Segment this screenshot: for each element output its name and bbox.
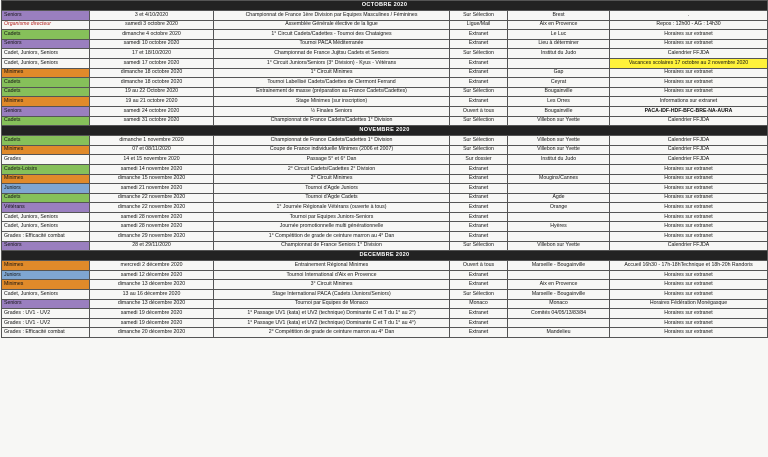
place-cell: Mandelieu bbox=[508, 328, 610, 338]
event-cell: Assemblée Générale élective de la ligue bbox=[214, 20, 450, 30]
table-row bbox=[2, 232, 768, 242]
event-cell: Stage Minimes (sur inscription) bbox=[214, 97, 450, 107]
date-cell: 19 au 22 Octobre 2020 bbox=[90, 87, 214, 97]
place-cell: Agde bbox=[508, 193, 610, 203]
place-cell: Villebon sur Yvette bbox=[508, 116, 610, 126]
table-row bbox=[2, 328, 768, 338]
date-cell: samedi 28 novembre 2020 bbox=[90, 222, 214, 232]
date-cell: samedi 31 octobre 2020 bbox=[90, 116, 214, 126]
category-cell: Minimes bbox=[2, 261, 90, 271]
status-cell: Extranet bbox=[450, 174, 508, 184]
table-row bbox=[2, 87, 768, 97]
info-cell: Calendrier FFJDA bbox=[610, 116, 768, 126]
table-row bbox=[2, 270, 768, 280]
info-cell: Horaires sur extranet bbox=[610, 184, 768, 194]
status-cell: Extranet bbox=[450, 270, 508, 280]
date-cell: dimanche 20 décembre 2020 bbox=[90, 328, 214, 338]
event-cell: 1° Passage UV1 (kata) et UV2 (technique) Dominante C et T du 1° au 2°) bbox=[214, 309, 450, 319]
info-cell: Vacances scolaires 17 octobre au 2 novembre 2020 bbox=[610, 58, 768, 68]
category-cell: Juniors bbox=[2, 270, 90, 280]
place-cell bbox=[508, 212, 610, 222]
category-cell: Seniors bbox=[2, 241, 90, 251]
place-cell: Marseille - Bougainville bbox=[508, 261, 610, 271]
place-cell bbox=[508, 232, 610, 242]
category-cell: Minimes bbox=[2, 280, 90, 290]
table-row bbox=[2, 97, 768, 107]
info-cell: Calendrier FFJDA bbox=[610, 241, 768, 251]
category-cell: Cadets bbox=[2, 30, 90, 40]
status-cell: Sur Sélection bbox=[450, 87, 508, 97]
info-cell: Horaires sur extranet bbox=[610, 280, 768, 290]
status-cell: Extranet bbox=[450, 164, 508, 174]
category-cell: Cadet, Juniors, Seniors bbox=[2, 290, 90, 300]
place-cell bbox=[508, 58, 610, 68]
status-cell: Extranet bbox=[450, 184, 508, 194]
status-cell: Extranet bbox=[450, 78, 508, 88]
info-cell: Horaires sur extranet bbox=[610, 328, 768, 338]
info-cell: Horaires sur extranet bbox=[610, 222, 768, 232]
info-cell: . bbox=[610, 11, 768, 21]
event-cell: 2° Compétition de grade de ceinture marron au 4° Dan bbox=[214, 328, 450, 338]
event-cell: Championnat de France 1ère Division par Equipes Masculines / Féminines bbox=[214, 11, 450, 21]
event-cell: Tournoi International d'Aix en Provence bbox=[214, 270, 450, 280]
date-cell: dimanche 29 novembre 2020 bbox=[90, 232, 214, 242]
table-row bbox=[2, 222, 768, 232]
info-cell: Horaires sur extranet bbox=[610, 270, 768, 280]
event-cell: Entrainement Régional Minimes bbox=[214, 261, 450, 271]
status-cell: Extranet bbox=[450, 30, 508, 40]
event-cell: Tournoi Labellisé Cadets/Cadettes de Clermont Ferrand bbox=[214, 78, 450, 88]
place-cell: Villebon sur Yvette bbox=[508, 136, 610, 146]
date-cell: mercredi 2 décembre 2020 bbox=[90, 261, 214, 271]
category-cell: Cadet, Juniors, Seniors bbox=[2, 58, 90, 68]
date-cell: dimanche 22 novembre 2020 bbox=[90, 203, 214, 213]
date-cell: dimanche 13 décembre 2020 bbox=[90, 280, 214, 290]
place-cell bbox=[508, 164, 610, 174]
table-row bbox=[2, 116, 768, 126]
status-cell: Sur dossier bbox=[450, 155, 508, 165]
event-cell: 2° Circuit Minimes bbox=[214, 174, 450, 184]
info-cell: Informations sur extranet bbox=[610, 97, 768, 107]
place-cell: Villebon sur Yvette bbox=[508, 241, 610, 251]
event-cell: 1° Compétition de grade de ceinture marron au 4° Dan bbox=[214, 232, 450, 242]
event-cell: Championnat de France Jujitsu Cadets et Seniors bbox=[214, 49, 450, 59]
event-cell: Tournoi par Equipes Juniors-Seniors bbox=[214, 212, 450, 222]
status-cell: Extranet bbox=[450, 97, 508, 107]
status-cell: Extranet bbox=[450, 203, 508, 213]
place-cell: Villebon sur Yvette bbox=[508, 145, 610, 155]
date-cell: 13 au 16 décembre 2020 bbox=[90, 290, 214, 300]
place-cell: Bougainville bbox=[508, 106, 610, 116]
status-cell: Ligue/Mail bbox=[450, 20, 508, 30]
table-row bbox=[2, 155, 768, 165]
table-row bbox=[2, 68, 768, 78]
status-cell: Sur Sélection bbox=[450, 49, 508, 59]
date-cell: samedi 19 décembre 2020 bbox=[90, 309, 214, 319]
place-cell: Les Orres bbox=[508, 97, 610, 107]
category-cell: Seniors bbox=[2, 39, 90, 49]
place-cell: Marseille - Bougainville bbox=[508, 290, 610, 300]
date-cell: dimanche 13 décembre 2020 bbox=[90, 299, 214, 309]
category-cell: Cadets bbox=[2, 116, 90, 126]
info-cell: Calendrier FFJDA bbox=[610, 49, 768, 59]
info-cell: Calendrier FFJDA bbox=[610, 155, 768, 165]
status-cell: Extranet bbox=[450, 309, 508, 319]
status-cell: Sur Sélection bbox=[450, 290, 508, 300]
month-title: NOVEMBRE 2020 bbox=[2, 126, 768, 136]
status-cell: Extranet bbox=[450, 328, 508, 338]
category-cell: Minimes bbox=[2, 174, 90, 184]
table-row bbox=[2, 174, 768, 184]
date-cell: 19 au 21 octobre 2020 bbox=[90, 97, 214, 107]
status-cell: Extranet bbox=[450, 232, 508, 242]
table-row bbox=[2, 164, 768, 174]
info-cell: Horaires Fédération Monégasque bbox=[610, 299, 768, 309]
event-cell: Tournoi d'Agde Juniors bbox=[214, 184, 450, 194]
date-cell: samedi 10 octobre 2020 bbox=[90, 39, 214, 49]
category-cell: Cadet, Juniors, Seniors bbox=[2, 222, 90, 232]
status-cell: Monaco bbox=[450, 299, 508, 309]
category-cell: Cadet, Juniors, Seniors bbox=[2, 49, 90, 59]
status-cell: Extranet bbox=[450, 68, 508, 78]
date-cell: dimanche 22 novembre 2020 bbox=[90, 193, 214, 203]
table-row bbox=[2, 39, 768, 49]
event-cell: 1° Circuit Minimes bbox=[214, 68, 450, 78]
status-cell: Extranet bbox=[450, 39, 508, 49]
category-cell: Seniors bbox=[2, 106, 90, 116]
event-cell: 1° Circuit Cadets/Cadettes - Tournoi des Chataignes bbox=[214, 30, 450, 40]
date-cell: samedi 19 décembre 2020 bbox=[90, 318, 214, 328]
date-cell: dimanche 18 octobre 2020 bbox=[90, 68, 214, 78]
place-cell: Le Luc bbox=[508, 30, 610, 40]
status-cell: Ouvert à tous bbox=[450, 261, 508, 271]
info-cell: Horaires sur extranet bbox=[610, 174, 768, 184]
event-cell: Tournoi PACA Méditerranée bbox=[214, 39, 450, 49]
info-cell: Horaires sur extranet bbox=[610, 309, 768, 319]
date-cell: 07 et 08/11/2020 bbox=[90, 145, 214, 155]
info-cell: Horaires sur extranet bbox=[610, 39, 768, 49]
info-cell: Horaires sur extranet bbox=[610, 193, 768, 203]
category-cell: Grades : Efficacité combat bbox=[2, 232, 90, 242]
table-row bbox=[2, 145, 768, 155]
table-row bbox=[2, 290, 768, 300]
status-cell: Sur Sélection bbox=[450, 136, 508, 146]
event-cell: ½ Finales Seniors bbox=[214, 106, 450, 116]
info-cell: Accueil 16h30 - 17h-18hTechnique et 18h-20h Randoris bbox=[610, 261, 768, 271]
category-cell: Juniors bbox=[2, 184, 90, 194]
table-row bbox=[2, 20, 768, 30]
table-row bbox=[2, 309, 768, 319]
date-cell: samedi 28 novembre 2020 bbox=[90, 212, 214, 222]
event-cell: Entrainement de masse (préparation au France Cadets/Cadettes) bbox=[214, 87, 450, 97]
place-cell bbox=[508, 318, 610, 328]
category-cell: Seniors bbox=[2, 11, 90, 21]
table-row bbox=[2, 30, 768, 40]
event-cell: Stage International PACA (Cadets /Juniors/Seniors) bbox=[214, 290, 450, 300]
date-cell: samedi 12 décembre 2020 bbox=[90, 270, 214, 280]
date-cell: dimanche 18 octobre 2020 bbox=[90, 78, 214, 88]
info-cell: Horaires sur extranet bbox=[610, 203, 768, 213]
info-cell: Horaires sur extranet bbox=[610, 68, 768, 78]
info-cell: Repos : 12h00 - AG : 14h30 bbox=[610, 20, 768, 30]
table-row bbox=[2, 212, 768, 222]
table-row bbox=[2, 261, 768, 271]
info-cell: Horaires sur extranet bbox=[610, 290, 768, 300]
status-cell: Extranet bbox=[450, 280, 508, 290]
category-cell: Seniors bbox=[2, 299, 90, 309]
status-cell: Extranet bbox=[450, 193, 508, 203]
date-cell: samedi 14 novembre 2020 bbox=[90, 164, 214, 174]
event-cell: 1° Circuit Juniors/Seniors (3° Division) - Kyus - Vétérans bbox=[214, 58, 450, 68]
table-row bbox=[2, 58, 768, 68]
category-cell: Cadets-Loisirs bbox=[2, 164, 90, 174]
info-cell: Horaires sur extranet bbox=[610, 232, 768, 242]
table-row bbox=[2, 184, 768, 194]
table-row bbox=[2, 318, 768, 328]
place-cell: Bougainville bbox=[508, 87, 610, 97]
info-cell: Horaires sur extranet bbox=[610, 318, 768, 328]
category-cell: Minimes bbox=[2, 145, 90, 155]
category-cell: Organisme directeur bbox=[2, 20, 90, 30]
status-cell: Ouvert à tous bbox=[450, 106, 508, 116]
event-cell: Coupe de France individuelle Minimes (2006 et 2007) bbox=[214, 145, 450, 155]
date-cell: dimanche 4 octobre 2020 bbox=[90, 30, 214, 40]
info-cell: Horaires sur extranet bbox=[610, 164, 768, 174]
place-cell: Mougins/Cannes bbox=[508, 174, 610, 184]
table-row bbox=[2, 49, 768, 59]
place-cell: Hyères bbox=[508, 222, 610, 232]
status-cell: Extranet bbox=[450, 58, 508, 68]
category-cell: Cadets bbox=[2, 193, 90, 203]
date-cell: samedi 3 octobre 2020 bbox=[90, 20, 214, 30]
event-cell: Championnat de France Cadets/Cadettes 1° Division bbox=[214, 136, 450, 146]
date-cell: 17 et 18/10/2020 bbox=[90, 49, 214, 59]
date-cell: dimanche 1 novembre 2020 bbox=[90, 136, 214, 146]
category-cell: Cadets bbox=[2, 136, 90, 146]
table-row bbox=[2, 106, 768, 116]
info-cell: Horaires sur extranet bbox=[610, 212, 768, 222]
table-row bbox=[2, 11, 768, 21]
date-cell: dimanche 15 novembre 2020 bbox=[90, 174, 214, 184]
category-cell: Grades : UV1 - UV2 bbox=[2, 318, 90, 328]
place-cell: Comités 04/05/13/83/84 bbox=[508, 309, 610, 319]
date-cell: 3 et 4/10/2020 bbox=[90, 11, 214, 21]
place-cell bbox=[508, 270, 610, 280]
event-cell: Passage 5° et 6° Dan bbox=[214, 155, 450, 165]
category-cell: Minimes bbox=[2, 68, 90, 78]
category-cell: Cadets bbox=[2, 78, 90, 88]
event-cell: 1° Journée Régionale Vétérans (ouverte à tous) bbox=[214, 203, 450, 213]
table-row bbox=[2, 280, 768, 290]
table-row bbox=[2, 78, 768, 88]
place-cell: Institut du Judo bbox=[508, 155, 610, 165]
table-row bbox=[2, 299, 768, 309]
table-row bbox=[2, 193, 768, 203]
status-cell: Extranet bbox=[450, 222, 508, 232]
place-cell: Gap bbox=[508, 68, 610, 78]
event-cell: 1° Passage UV1 (kata) et UV2 (technique) Dominante C et T du 1° au 4°) bbox=[214, 318, 450, 328]
category-cell: Grades bbox=[2, 155, 90, 165]
info-cell: PACA-IDF-HDF-BFC-BRE-NA-AURA bbox=[610, 106, 768, 116]
place-cell: Ceyrat bbox=[508, 78, 610, 88]
place-cell: Monaco bbox=[508, 299, 610, 309]
place-cell bbox=[508, 184, 610, 194]
month-header-row bbox=[2, 126, 768, 136]
category-cell: Minimes bbox=[2, 97, 90, 107]
month-title: OCTOBRE 2020 bbox=[2, 1, 768, 11]
status-cell: Sur Sélection bbox=[450, 145, 508, 155]
event-cell: 3° Circuit Minimes bbox=[214, 280, 450, 290]
place-cell: Aix en Provence bbox=[508, 20, 610, 30]
date-cell: samedi 17 octobre 2020 bbox=[90, 58, 214, 68]
info-cell: Calendrier FFJDA bbox=[610, 136, 768, 146]
date-cell: 14 et 15 novembre 2020 bbox=[90, 155, 214, 165]
place-cell: Aix en Provence bbox=[508, 280, 610, 290]
date-cell: samedi 21 novembre 2020 bbox=[90, 184, 214, 194]
status-cell: Sur Sélection bbox=[450, 241, 508, 251]
info-cell: Horaires sur extranet bbox=[610, 30, 768, 40]
table-row bbox=[2, 203, 768, 213]
category-cell: Grades : Efficacité combat bbox=[2, 328, 90, 338]
month-title: DECEMBRE 2020 bbox=[2, 251, 768, 261]
table-row bbox=[2, 241, 768, 251]
category-cell: Cadet, Juniors, Seniors bbox=[2, 212, 90, 222]
event-cell: Tournoi par Equipes de Monaco bbox=[214, 299, 450, 309]
category-cell: Cadets bbox=[2, 87, 90, 97]
status-cell: Sur Sélection bbox=[450, 11, 508, 21]
calendar-table bbox=[1, 0, 768, 338]
event-cell: Tournoi d'Agde Cadets bbox=[214, 193, 450, 203]
place-cell: Orange bbox=[508, 203, 610, 213]
status-cell: Extranet bbox=[450, 212, 508, 222]
category-cell: Grades : UV1 - UV2 bbox=[2, 309, 90, 319]
status-cell: Sur Sélection bbox=[450, 116, 508, 126]
info-cell: Horaires sur extranet bbox=[610, 78, 768, 88]
month-header-row bbox=[2, 251, 768, 261]
month-header-row bbox=[2, 1, 768, 11]
info-cell: Calendrier FFJDA bbox=[610, 145, 768, 155]
event-cell: Championnat de France Seniors 1° Division bbox=[214, 241, 450, 251]
calendar-body bbox=[2, 1, 768, 338]
status-cell: Extranet bbox=[450, 318, 508, 328]
category-cell: Vétérans bbox=[2, 203, 90, 213]
date-cell: samedi 24 octobre 2020 bbox=[90, 106, 214, 116]
place-cell: Lieu à déterminer bbox=[508, 39, 610, 49]
place-cell: Brest bbox=[508, 11, 610, 21]
event-cell: Championnat de France Cadets/Cadettes 1° Division bbox=[214, 116, 450, 126]
info-cell: Horaires sur extranet bbox=[610, 87, 768, 97]
event-cell: Journée promotionnelle multi générationnelle bbox=[214, 222, 450, 232]
table-row bbox=[2, 136, 768, 146]
event-cell: 2° Circuit Cadets/Cadettes 2° Division bbox=[214, 164, 450, 174]
date-cell: 28 et 29/11/2020 bbox=[90, 241, 214, 251]
place-cell: Institut du Judo bbox=[508, 49, 610, 59]
